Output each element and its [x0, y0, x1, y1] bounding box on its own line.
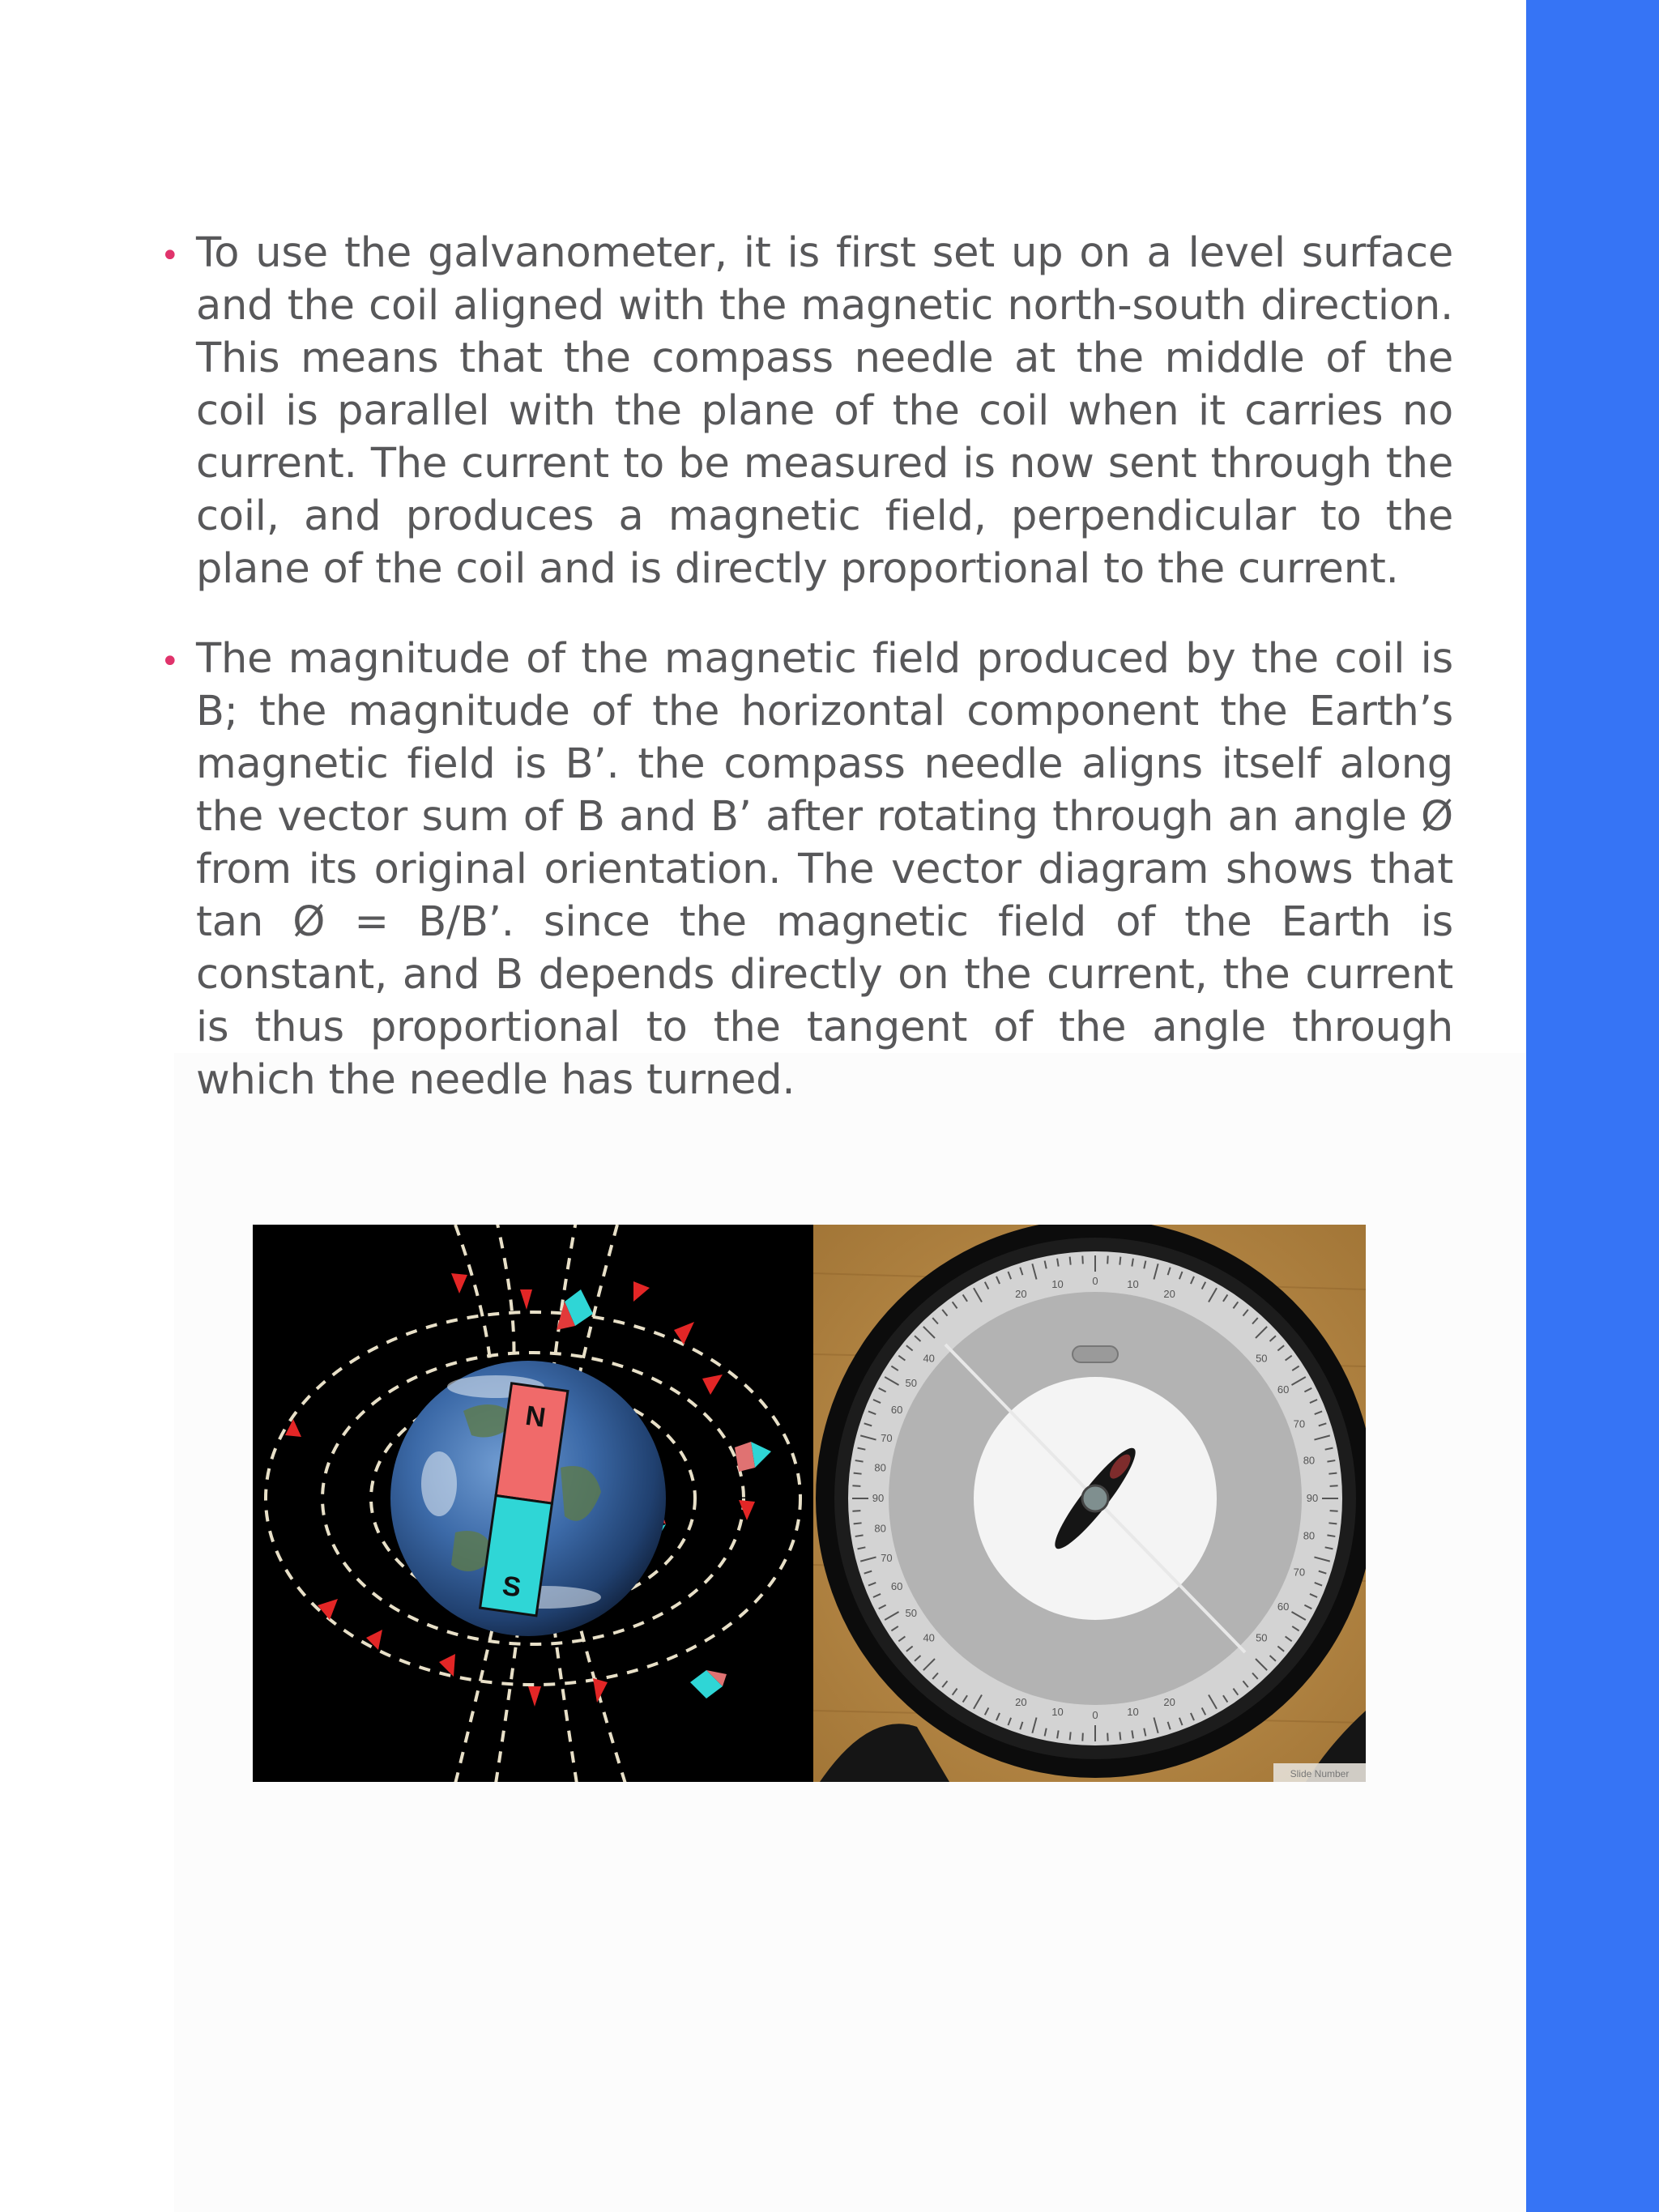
needle-pivot [1082, 1485, 1108, 1511]
dial-scale-label: 80 [1303, 1454, 1316, 1467]
dial-scale-label: 70 [1293, 1417, 1306, 1430]
dial-scale-label: 60 [1277, 1600, 1290, 1613]
dial-scale-label: 10 [1127, 1705, 1139, 1718]
dial-scale-label: 10 [1051, 1705, 1064, 1718]
dial-scale-label: 10 [1127, 1278, 1139, 1291]
dial-scale-label: 70 [881, 1432, 893, 1445]
dial-scale-label: 0 [1092, 1709, 1098, 1721]
dial-scale-label: 90 [872, 1492, 885, 1504]
dial-scale-label: 60 [1277, 1383, 1290, 1396]
dial-tick [1328, 1523, 1337, 1524]
dial-scale-label: 10 [1051, 1278, 1064, 1291]
dial-scale-label: 50 [1256, 1631, 1268, 1644]
paragraph-galvanometer-setup: To use the galvanometer, it is first set up on a level surface and the coil aligned with the magnetic north-south direction. This means that the compass needle at the middle of the coil is parallel with the plane of the coil when it carries no current. The current to be measured is now sent through the coil, and produces a magnetic field, perpendicular to the plane of the coil and is directly proportional to the current. [196, 229, 1453, 593]
dial-tick [1082, 1733, 1083, 1741]
dial-tick [1082, 1255, 1083, 1264]
dial-scale-label: 40 [923, 1631, 935, 1644]
dial-tick [1107, 1255, 1108, 1264]
figure-earth-magnet-and-compass [253, 1225, 1366, 1782]
dial-scale-label: 70 [881, 1551, 893, 1564]
magnet-north-label: N [523, 1400, 548, 1434]
dial-tick [1070, 1732, 1071, 1740]
dial-scale-label: 90 [1306, 1492, 1319, 1504]
dial-scale-label: 50 [905, 1376, 917, 1389]
dial-scale-label: 60 [890, 1403, 903, 1416]
dial-tick [852, 1485, 860, 1486]
paragraph-tangent-law: The magnitude of the magnetic field produced by the coil is B; the magnitude of the horizontal component the Earth’s magnetic field is B’. the compass needle aligns itself along the vector sum of B and B’ after rotating through an angle Ø from its original orientation. The vector diagram shows that tan Ø = B/B’. since the magnetic field of the Earth is constant, and B depends directly on the current, the current is thus proportional to the tangent of the angle through which the needle has turned. [196, 635, 1453, 1104]
accent-sidebar [1526, 0, 1659, 2212]
dial-tick [854, 1523, 862, 1524]
dial-scale-label: 70 [1293, 1566, 1306, 1579]
dial-scale-label: 80 [874, 1461, 886, 1474]
dial-scale-label: 50 [1256, 1352, 1268, 1365]
dial-tick [1107, 1733, 1108, 1741]
dial-tick [1070, 1257, 1071, 1265]
bullet-marker: • [160, 237, 180, 275]
dial-tick [1330, 1485, 1338, 1486]
dial-scale-label: 20 [1015, 1288, 1027, 1301]
dial-tick [854, 1473, 862, 1474]
dial-scale-label: 80 [874, 1522, 886, 1535]
dial-scale-label: 20 [1015, 1695, 1027, 1708]
bullet-marker: • [160, 643, 180, 680]
dial-scale-label: 20 [1163, 1288, 1175, 1301]
dial-scale-label: 20 [1163, 1695, 1175, 1708]
dial-scale-label: 80 [1303, 1529, 1316, 1542]
dial-scale-label: 50 [905, 1607, 917, 1620]
dial-scale-label: 40 [923, 1352, 935, 1365]
galvanometer-panel [813, 1225, 1366, 1782]
earth-field-panel [253, 1225, 813, 1782]
watermark-text: Slide Number [1290, 1768, 1350, 1779]
dial-scale-label: 60 [890, 1580, 903, 1593]
dial-scale-label: 0 [1092, 1275, 1098, 1287]
dial-tick [1328, 1473, 1337, 1474]
magnet-south-label: S [500, 1570, 523, 1604]
